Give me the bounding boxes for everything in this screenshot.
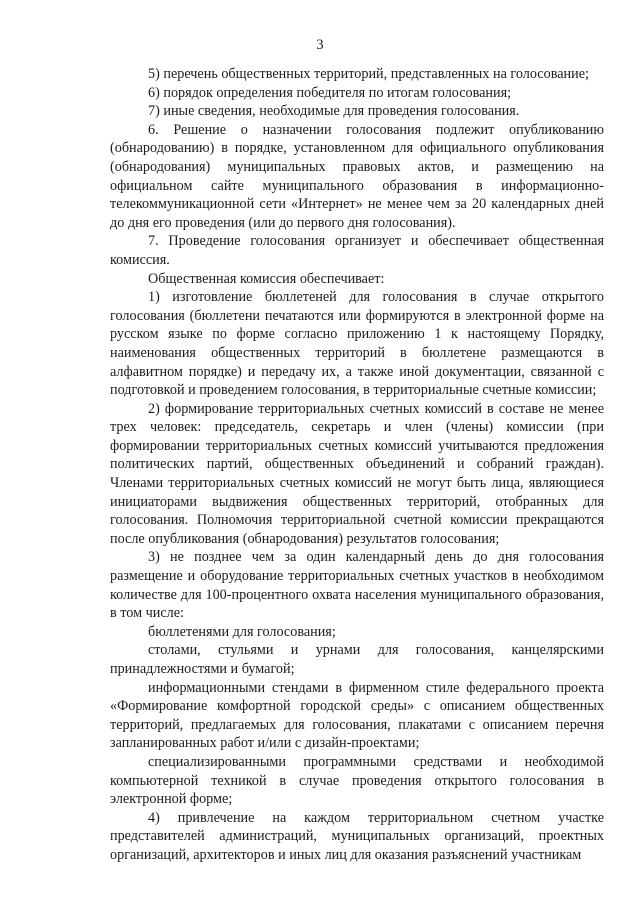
paragraph-commission-intro: Общественная комиссия обеспечивает: bbox=[148, 270, 385, 287]
paragraph-sub-furniture: столами, стульями и урнами для голосования, канцелярскими принадлежностями и бумагой; bbox=[110, 642, 604, 677]
paragraph-item-7: 7) иные сведения, необходимые для проведения голосования. bbox=[148, 103, 520, 120]
paragraph-duty-2: 2) формирование территориальных счетных комиссий в составе не менее трех человек: председатель, секретарь и член (члены) комиссии (при формировании территориальных счетных комиссий учитываются предложения политических партий, общественных объединений и собраний граждан). Членами территориальных счетных комиссий не могут быть лица, являющиеся инициаторами выдвижения общественных территорий, отобранных для голосования. Полномочия территориальной счетной комиссии прекращаются после опубликования (обнародования) результатов голосования; bbox=[110, 400, 604, 547]
page-number: 3 bbox=[316, 37, 324, 53]
paragraph-item-5: 5) перечень общественных территорий, представленных на голосование; bbox=[148, 66, 589, 82]
paragraph-duty-3: 3) не позднее чем за один календарный день до дня голосования размещение и оборудование территориальных счетных участков в необходимом количестве для 100-процентного охвата населения муниципального образования, в том числе: bbox=[110, 549, 604, 622]
paragraph-duty-1: 1) изготовление бюллетеней для голосования в случае открытого голосования (бюллетени печатаются или формируются в электронной форме на русском языке по форме согласно приложению 1 к настоящему Порядку, наименования общественных территорий в бюллетене размещаются в алфавитном порядке) и передачу их, а также иной документации, связанной с подготовкой и проведением голосования, в территориальные счетные комиссии; bbox=[110, 289, 604, 399]
paragraph-section-6: 6. Решение о назначении голосования подлежит опубликованию (обнародованию) в порядке, установленном для официального опубликования (обнародования) муниципальных правовых актов, и размещению на официальном сайте муниципального образования в информационно-телекоммуникационной сети «Интернет» не менее чем за 20 календарных дней до дня его проведения (или до первого дня голосования). bbox=[110, 121, 604, 231]
paragraph-sub-software: специализированными программными средствами и необходимой компьютерной техникой в случае проведения открытого голосования в электронной форме; bbox=[110, 753, 604, 808]
paragraph-sub-ballots: бюллетенями для голосования; bbox=[148, 623, 336, 640]
paragraph-item-6: 6) порядок определения победителя по итогам голосования; bbox=[148, 84, 512, 101]
paragraph-duty-4: 4) привлечение на каждом территориальном счетном участке представителей администраций, муниципальных организаций, проектных организаций, архитекторов и иных лиц для оказания разъяснений участникам bbox=[110, 809, 604, 863]
document-body bbox=[110, 65, 604, 865]
paragraph-section-7: 7. Проведение голосования организует и обеспечивает общественная комиссия. bbox=[110, 233, 604, 268]
paragraph-sub-stands: информационными стендами в фирменном стиле федерального проекта «Формирование комфортной городской среды» с описанием общественных территорий, предлагаемых для голосования, плакатами с описанием перечня запланированных работ и/или с дизайн-проектами; bbox=[110, 679, 604, 752]
